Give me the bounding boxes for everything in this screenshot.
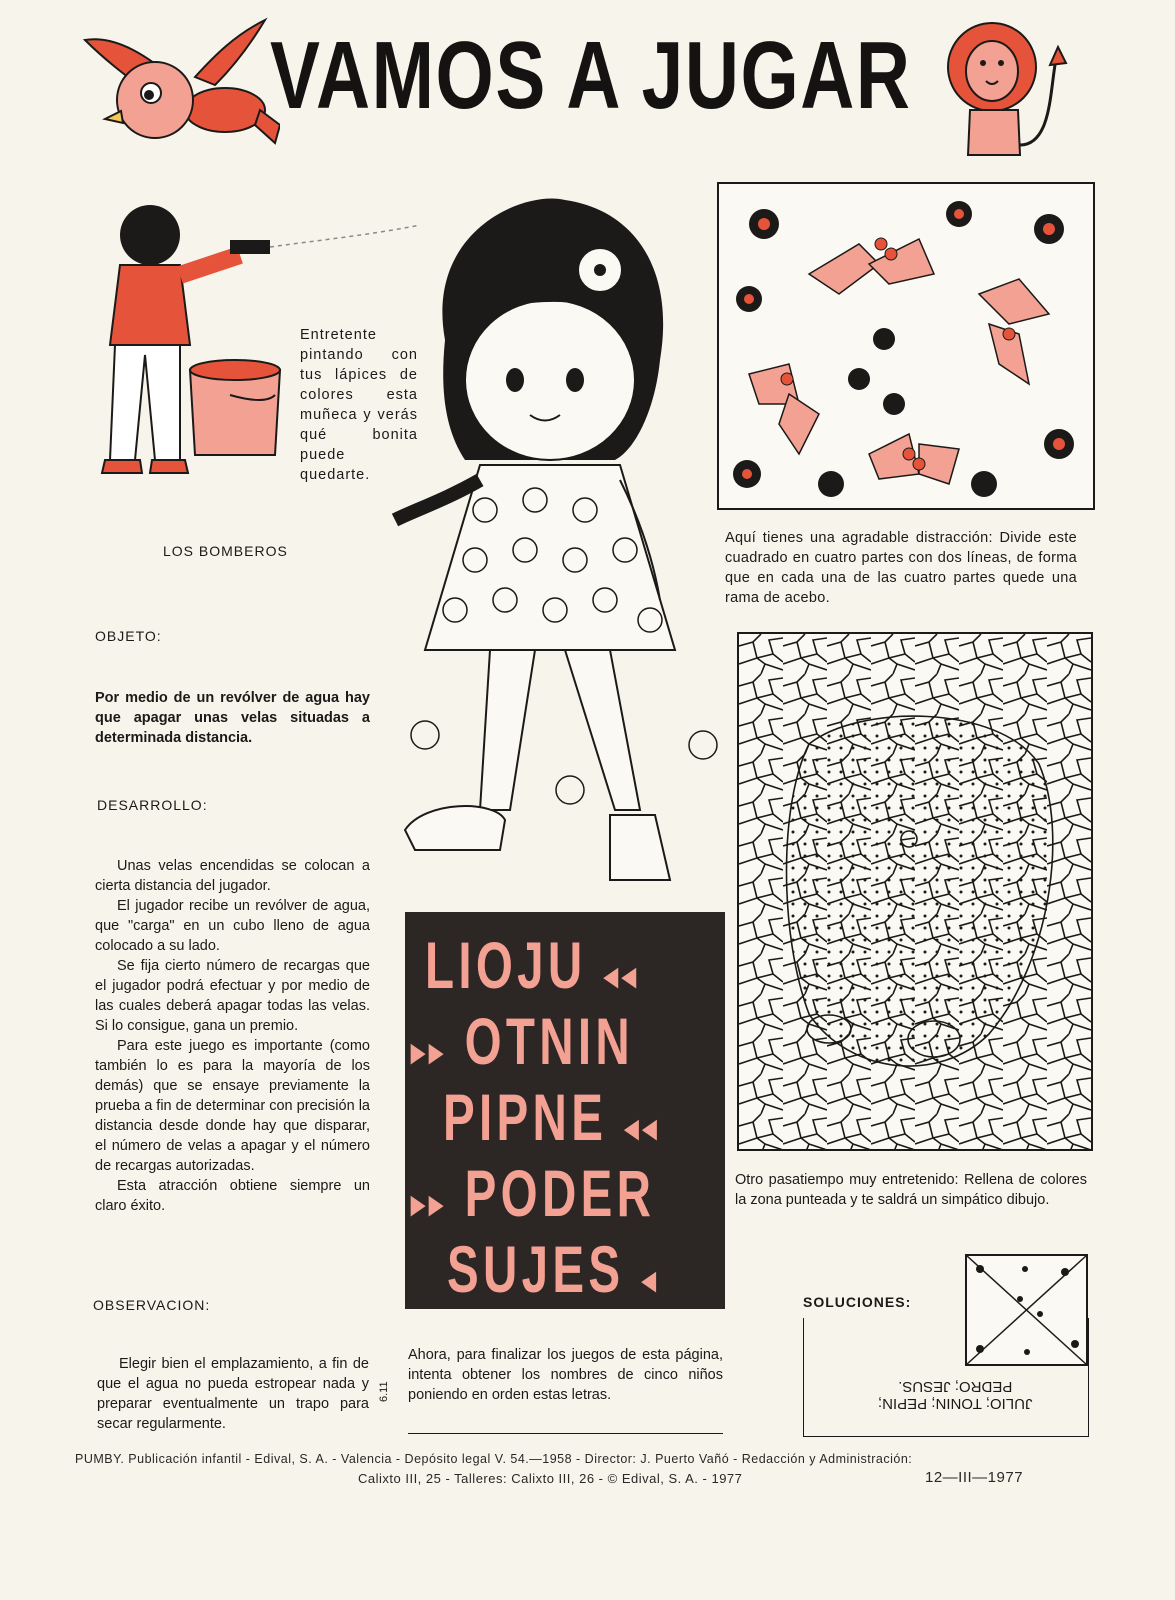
answer-line: PEDRO; JESUS. (897, 1378, 1013, 1395)
development-text (95, 856, 370, 1216)
footer-date: 12—III—1977 (925, 1469, 1024, 1486)
footer-line1: PUMBY. Publicación infantil - Edival, S. A. - Valencia - Depósito legal V. 54.—1958 - Director: J. Puerto Vañó - Redacción y Administración: (75, 1452, 913, 1466)
arrow-right-icon: ▸▸ (411, 1183, 448, 1225)
puzzle-caption: Ahora, para finalizar los juegos de esta página, intenta obtener los nombres de cinco niños poniendo en orden estas letras. (408, 1347, 723, 1403)
holly-icon (749, 239, 1049, 484)
puzzle-word: PODER (464, 1156, 656, 1230)
mosaic-puzzle-frame (737, 632, 1093, 1151)
solutions-answer (830, 1378, 1080, 1412)
arrow-left-icon: ◂ (641, 1259, 661, 1301)
doll-caption: Entretente pintando con tus lápices de colores esta muñeca y verás qué bonita puede quedarte. (300, 327, 418, 483)
footer-line2: Calixto III, 25 - Talleres: Calixto III, 26 - © Edival, S. A. - 1977 (358, 1471, 743, 1486)
observation-text (97, 1354, 369, 1434)
page-code: 6.11 (378, 1381, 390, 1402)
observation-paragraph: Elegir bien el emplazamiento, a fin de que el agua no pueda estropear nada y preparar eventualmente un trapo para secar regularmente. (97, 1356, 369, 1432)
puzzle-line (443, 1080, 673, 1154)
solutions-upside-down (878, 1378, 1032, 1412)
development-paragraph: Se fija cierto número de recargas que el jugador podrá efectuar y por medio de las cuales deberá apagar todas las velas. Si lo consigue, gana un premio. (95, 958, 370, 1034)
development-paragraph: Para este juego es importante (como también lo es para la mayoría de los demás) que se ensaye previamente la prueba a fin de determinar con precisión la distancia desde donde hay que disparar, el número de velas a apagar y el número de recargas autorizadas. (95, 1038, 370, 1174)
objective-heading: OBJETO: (95, 628, 162, 644)
holly-puzzle-frame (717, 182, 1095, 510)
development-paragraph: Unas velas encendidas se colocan a cierta distancia del jugador. (95, 858, 370, 894)
arrow-right-icon: ▸▸ (411, 1031, 448, 1073)
caption-underline (408, 1433, 723, 1434)
mosaic-caption: Otro pasatiempo muy entretenido: Rellena de colores la zona punteada y te saldrá un simpático dibujo. (735, 1172, 1087, 1208)
name-puzzle-box (405, 912, 725, 1309)
objective-text: Por medio de un revólver de agua hay que apagar unas velas situadas a determinada distancia. (95, 690, 370, 746)
arrow-left-icon: ◂◂ (624, 1107, 661, 1149)
puzzle-line (411, 1004, 641, 1078)
observation-heading: OBSERVACION: (93, 1297, 211, 1313)
bird-illustration (75, 15, 280, 150)
holly-solution-thumbnail (965, 1254, 1088, 1366)
puzzle-line (411, 1156, 656, 1230)
development-paragraph: Esta atracción obtiene siempre un claro éxito. (95, 1178, 370, 1214)
development-heading: DESARROLLO: (97, 797, 208, 813)
puzzle-line (447, 1232, 677, 1306)
flower-icon (578, 248, 622, 292)
lion-illustration (940, 15, 1080, 165)
game-title: LOS BOMBEROS (163, 543, 288, 559)
solutions-heading: SOLUCIONES: (803, 1294, 912, 1310)
puzzle-word: LIOJU (425, 928, 587, 1002)
doll-girl-illustration (385, 190, 720, 890)
development-paragraph: El jugador recibe un revólver de agua, que "carga" en un cubo lleno de agua colocado a su lado. (95, 898, 370, 954)
puzzle-word: OTNIN (464, 1004, 635, 1078)
arrow-left-icon: ◂◂ (604, 955, 641, 997)
puzzle-line (425, 928, 655, 1002)
puzzle-word: SUJES (447, 1232, 625, 1306)
page-title: VAMOS A JUGAR (270, 22, 912, 129)
puzzle-word: PIPNE (443, 1080, 608, 1154)
answer-line: JULIO; TONIN; PEPIN; (877, 1395, 1033, 1412)
holly-caption: Aquí tienes una agradable distracción: Divide este cuadrado en cuatro partes con dos líneas, de forma que en cada una de las cuatro partes quede una rama de acebo. (725, 530, 1077, 606)
